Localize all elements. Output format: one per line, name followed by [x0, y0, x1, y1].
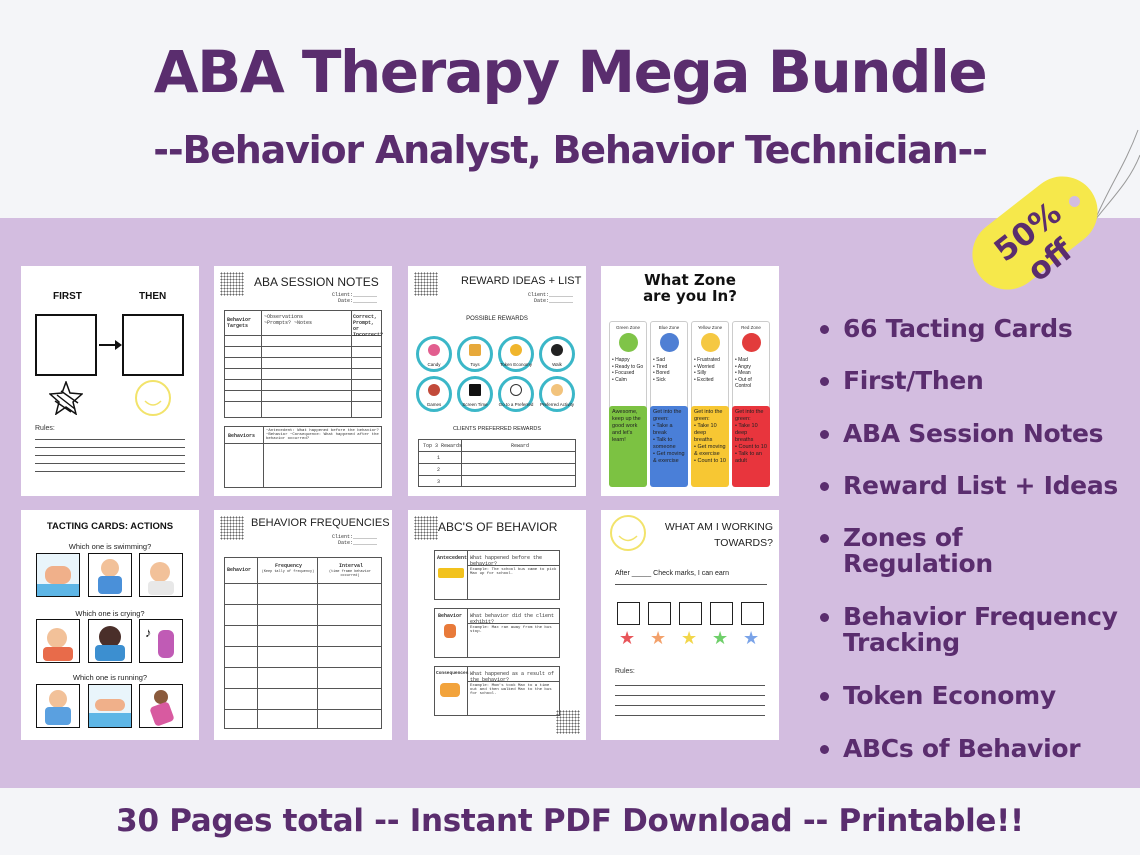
man-picture: [139, 553, 183, 597]
reward-screen: Screen Time: [457, 376, 493, 412]
date-field: Date:________: [534, 298, 574, 304]
token-box: [679, 602, 702, 625]
arrow-right-icon: [99, 339, 123, 351]
then-label: THEN: [139, 291, 167, 302]
tacting-title: TACTING CARDS: ACTIONS: [46, 521, 174, 532]
working-title: WHAT AM I WORKING TOWARDS?: [664, 521, 773, 549]
rule-line: [35, 463, 185, 464]
screen-icon: [469, 384, 481, 396]
col-interval: Interval: [339, 563, 364, 569]
people-icon: [510, 384, 522, 396]
footer-text: 30 Pages total -- Instant PDF Download -- Printable!!: [116, 803, 1024, 839]
candy-icon: [428, 344, 440, 356]
col-frequency: Frequency: [275, 563, 303, 569]
tacting-page: [21, 510, 199, 740]
star-red-icon: ★: [619, 628, 636, 648]
runner-icon: [444, 624, 456, 638]
bullet-icon: [820, 745, 829, 754]
dot-pattern: [220, 516, 244, 540]
question-running: Which one is running?: [72, 673, 148, 682]
token-box: [648, 602, 671, 625]
rule-line: [35, 447, 185, 448]
date-field: Date:________: [338, 298, 378, 304]
reward-candy: Candy: [416, 336, 452, 372]
reward-preferred: Go to a Preferred: [498, 376, 534, 412]
earn-prompt: After _____ Check marks, I can earn: [615, 570, 729, 577]
rule-line: [35, 455, 185, 456]
first-then-page: [21, 266, 199, 496]
yellow-zone: Yellow Zone • Frustrated • Worried • Silly • Excited Get into the green: • Take 10 deep breaths • Get moving & exercise • Count to 10: [691, 321, 729, 486]
zones-page: [601, 266, 779, 496]
reward-games: Games: [416, 376, 452, 412]
col-correct: Correct, Prompt, or Incorrect?: [353, 314, 384, 338]
behaviors-label: Behaviors: [228, 433, 256, 439]
first-label: FIRST: [53, 291, 82, 302]
first-box: [35, 314, 97, 376]
client-field: Client:________: [528, 292, 574, 298]
question-swimming: Which one is swimming?: [68, 542, 152, 551]
token-box: [710, 602, 733, 625]
client-field: Client:________: [332, 534, 378, 540]
music-picture: ♪: [139, 619, 183, 663]
preferred-table: Top 3 Rewards Reward 1 2 3: [418, 439, 576, 487]
feature-item: First/Then: [818, 368, 984, 394]
rule-line: [35, 439, 185, 440]
rules-label: Rules:: [35, 425, 55, 432]
header: [0, 0, 1140, 218]
sad-face-icon: [660, 333, 679, 352]
top3-header: Top 3 Rewards: [423, 443, 463, 449]
feature-item: Reward List + Ideas: [818, 473, 1118, 499]
possible-rewards-label: POSSIBLE REWARDS: [466, 316, 528, 322]
reward-token: Token Economy: [498, 336, 534, 372]
reward-walk: Walk: [539, 336, 575, 372]
page-subtitle: --Behavior Analyst, Behavior Technician--: [153, 128, 987, 172]
reward-header: Reward: [511, 443, 530, 449]
bullet-icon: [820, 325, 829, 334]
page-title: ABA Therapy Mega Bundle: [153, 38, 987, 106]
preferred-rewards-label: CLIENTS PREFERRED REWARDS: [452, 426, 542, 432]
rules-label: Rules:: [615, 668, 635, 675]
feature-item: Token Economy: [818, 683, 1056, 709]
session-notes-page: [214, 266, 392, 496]
red-zone: Red Zone • Mad • Angry • Mean • Out of Control Get into the green: • Take 10 deep breaths • Count to 10 • Talk to an adult: [732, 321, 770, 486]
abc-page: [408, 510, 586, 740]
toys-icon: [469, 344, 481, 356]
star-green-icon: ★: [712, 628, 729, 648]
feature-item: ABA Session Notes: [818, 421, 1103, 447]
star-yellow-icon: ★: [681, 628, 698, 648]
zones-title: What Zone are you In?: [643, 271, 737, 305]
col-observations: ~Observations ~Prompts? ~Notes: [264, 314, 313, 326]
dot-pattern: [414, 272, 438, 296]
rewards-page: [408, 266, 586, 496]
working-towards-page: [601, 510, 779, 740]
bullet-icon: [820, 377, 829, 386]
happy-face-icon: [619, 333, 638, 352]
crying-picture: [88, 619, 132, 663]
col-behavior: Behavior: [227, 567, 252, 573]
col-behavior-targets: Behavior Targets: [227, 317, 252, 329]
antecedent-box: Antecedent What happened before the behavior? Example: The school bus came to pick Max up for school.: [434, 550, 560, 600]
worried-face-icon: [701, 333, 720, 352]
reward-toys: Toys: [457, 336, 493, 372]
reward-activity: Preferred Activity: [539, 376, 575, 412]
session-notes-title: ABA SESSION NOTES: [254, 275, 379, 289]
then-box: [122, 314, 184, 376]
star-icon: [49, 381, 83, 415]
swimming-picture: [36, 553, 80, 597]
dot-pattern: [220, 272, 244, 296]
feature-item: 66 Tacting Cards: [818, 316, 1072, 342]
school-bus-icon: [438, 568, 464, 578]
dot-pattern: [414, 516, 438, 540]
bullet-icon: [820, 534, 829, 543]
bullet-icon: [820, 692, 829, 701]
rule-line: [35, 471, 185, 472]
green-zone: Green Zone • Happy • Ready to Go • Focused • Calm Awesome, keep up the good work and let's learn!: [609, 321, 647, 486]
frequencies-title: BEHAVIOR FREQUENCIES: [251, 517, 390, 529]
star-blue-icon: ★: [743, 628, 760, 648]
feature-item: ABCs of Behavior: [818, 736, 1080, 762]
frequencies-page: [214, 510, 392, 740]
angry-picture: [36, 619, 80, 663]
star-orange-icon: ★: [650, 628, 667, 648]
footer: [0, 788, 1140, 855]
child-picture: [88, 553, 132, 597]
bullet-icon: [820, 613, 829, 622]
token-box: [741, 602, 764, 625]
bullet-icon: [820, 482, 829, 491]
date-field: Date:________: [338, 540, 378, 546]
session-table: [224, 310, 382, 418]
behavior-box: Behavior What behavior did the client exhibit? Example: Max ran away from the bus stop.: [434, 608, 560, 658]
boy-picture: [36, 684, 80, 728]
token-box: [617, 602, 640, 625]
family-icon: [440, 683, 460, 697]
running-picture: [139, 684, 183, 728]
coin-icon: [510, 344, 522, 356]
frequency-table: Behavior Frequency (Keep tally of frequency) Interval (time frame behavior occurred): [224, 557, 382, 729]
discount-text: 50% off: [987, 195, 1080, 289]
angry-face-icon: [742, 333, 761, 352]
thinking-icon: [551, 384, 563, 396]
feature-item: Zones of Regulation: [818, 525, 1118, 577]
question-crying: Which one is crying?: [75, 609, 145, 618]
behaviors-note: ~Antecedent: What happened before the behavior? ~Behavior ~Consequence: What happened after the behavior occurred?: [266, 429, 379, 441]
walk-icon: [551, 344, 563, 356]
blue-zone: Blue Zone • Sad • Tired • Bored • Sick Get into the green: • Take a break • Talk to someone • Get moving & exercise: [650, 321, 688, 486]
smiley-icon: [134, 379, 172, 417]
feature-item: Behavior Frequency Tracking: [818, 604, 1128, 656]
rewards-title: REWARD IDEAS + LIST: [461, 275, 582, 287]
abc-title: ABC'S OF BEHAVIOR: [438, 520, 558, 534]
bullet-icon: [820, 430, 829, 439]
consequences-box: Consequences What happened as a result of the behavior? Example: Mom's took Max to a time out and then walked Max to the bus for school.: [434, 666, 560, 716]
swimmer-picture: [88, 684, 132, 728]
games-icon: [428, 384, 440, 396]
behaviors-table: [224, 426, 382, 488]
client-field: Client:________: [332, 292, 378, 298]
